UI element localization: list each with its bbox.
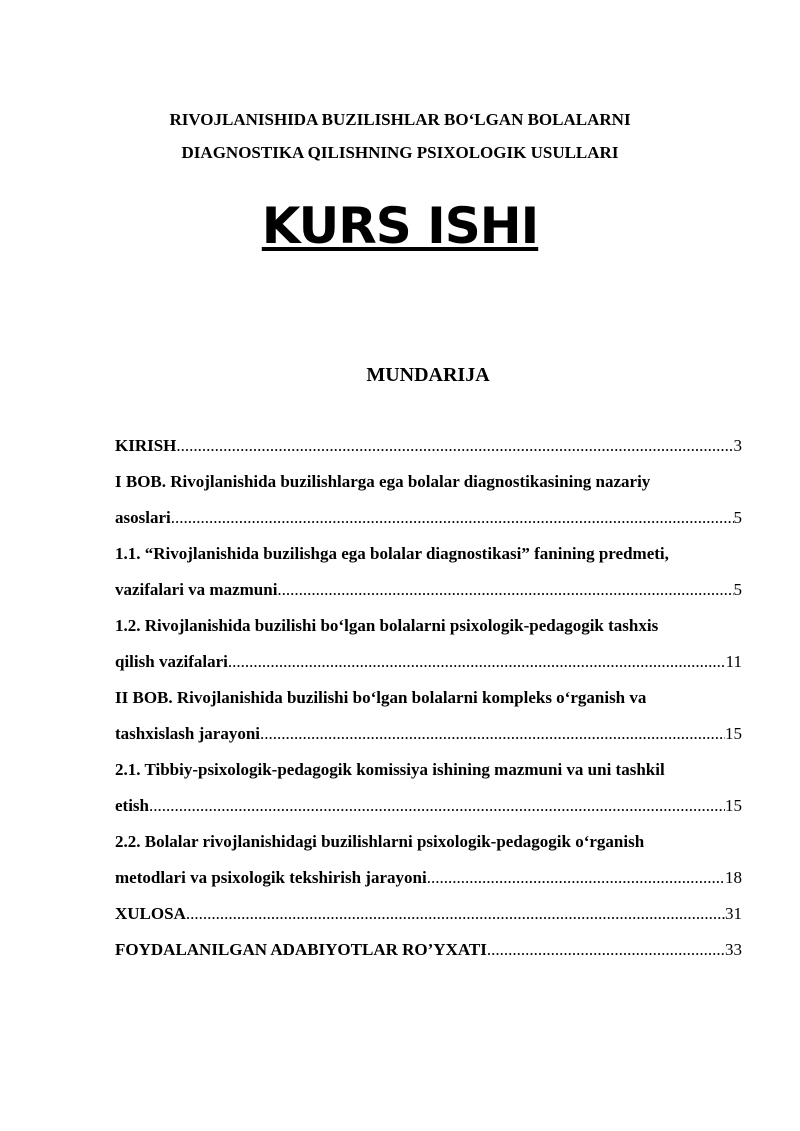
toc-entry-line	[115, 788, 742, 824]
toc-entry-line	[115, 572, 742, 608]
toc-entry-title: KIRISH	[115, 436, 177, 455]
topic-title-line-1: RIVOJLANISHIDA BUZILISHLAR BO‘LGAN BOLALARNI	[169, 110, 631, 129]
toc-entry-line	[115, 716, 742, 752]
toc-page-number: 15	[725, 724, 742, 743]
toc-page-number: 5	[733, 508, 742, 527]
toc-page-number: 18	[725, 868, 742, 887]
work-type-title-text: KURS ISHI	[261, 197, 539, 255]
toc-entry-title-line-1: II BOB. Rivojlanishida buzilishi bo‘lgan bolalarni kompleks o‘rganish va	[115, 688, 647, 707]
toc-dot-leader	[149, 788, 725, 824]
toc-entry-line	[115, 644, 742, 680]
toc-dot-leader	[171, 500, 734, 536]
toc-entry-title: FOYDALANILGAN ADABIYOTLAR RO’YXATI	[115, 940, 487, 959]
toc-entry-section-2-1	[115, 752, 742, 824]
toc-entry-title-line-2: tashxislash jarayoni	[115, 724, 260, 743]
toc-page-number: 11	[725, 652, 742, 671]
toc-entry-title-line-1: 2.1. Tibbiy-psixologik-pedagogik komissiya ishining mazmuni va uni tashkil	[115, 760, 665, 779]
toc-entry-section-2-2	[115, 824, 742, 896]
toc-entry-bibliography	[115, 932, 742, 968]
toc-entry-title-line-2: qilish vazifalari	[115, 652, 228, 671]
toc-entry-title-line-2: asoslari	[115, 508, 171, 527]
toc-dot-leader	[487, 932, 725, 968]
toc-dot-leader	[260, 716, 725, 752]
toc-entry-line	[115, 500, 742, 536]
toc-entry-section-1-1	[115, 536, 742, 608]
toc-page-number: 31	[725, 904, 742, 923]
toc-entry-kirish	[115, 428, 742, 464]
toc-dot-leader	[186, 896, 725, 932]
toc-page-number: 15	[725, 796, 742, 815]
toc-entry-line	[115, 896, 742, 932]
toc-entry-line	[115, 860, 742, 896]
toc-dot-leader	[277, 572, 733, 608]
work-type-title	[0, 188, 800, 264]
toc-page-number: 3	[733, 436, 742, 455]
toc-entry-title-line-2: etish	[115, 796, 149, 815]
toc-entry-title-line-1: 2.2. Bolalar rivojlanishidagi buzilishlarni psixologik-pedagogik o‘rganish	[115, 832, 645, 851]
toc-entry-section-1-2	[115, 608, 742, 680]
toc-page-number: 33	[725, 940, 742, 959]
toc-entry-title-line-2: metodlari va psixologik tekshirish jarayoni	[115, 868, 427, 887]
toc-entry-title-line-2: vazifalari va mazmuni	[115, 580, 278, 599]
toc-entry-line	[115, 428, 742, 464]
toc-entry-xulosa	[115, 896, 742, 932]
toc-dot-leader	[176, 428, 733, 464]
toc-dot-leader	[427, 860, 725, 896]
toc-entry-title-line-1: I BOB. Rivojlanishida buzilishlarga ega bolalar diagnostikasining nazariy	[115, 472, 651, 491]
toc-page-number: 5	[733, 580, 742, 599]
topic-title-line-2: DIAGNOSTIKA QILISHNING PSIXOLOGIK USULLARI	[181, 143, 619, 162]
toc-entry-title-line-1: 1.1. “Rivojlanishida buzilishga ega bolalar diagnostikasi” fanining predmeti,	[115, 544, 669, 563]
toc-entry-title: XULOSA	[115, 904, 186, 923]
contents-heading: MUNDARIJA	[366, 364, 490, 386]
toc-entry-chapter-1	[115, 464, 742, 536]
toc-entry-line	[115, 932, 742, 968]
toc-dot-leader	[228, 644, 726, 680]
toc-entry-chapter-2	[115, 680, 742, 752]
table-of-contents	[115, 428, 742, 968]
toc-entry-title-line-1: 1.2. Rivojlanishida buzilishi bo‘lgan bolalarni psixologik-pedagogik tashxis	[115, 616, 659, 635]
